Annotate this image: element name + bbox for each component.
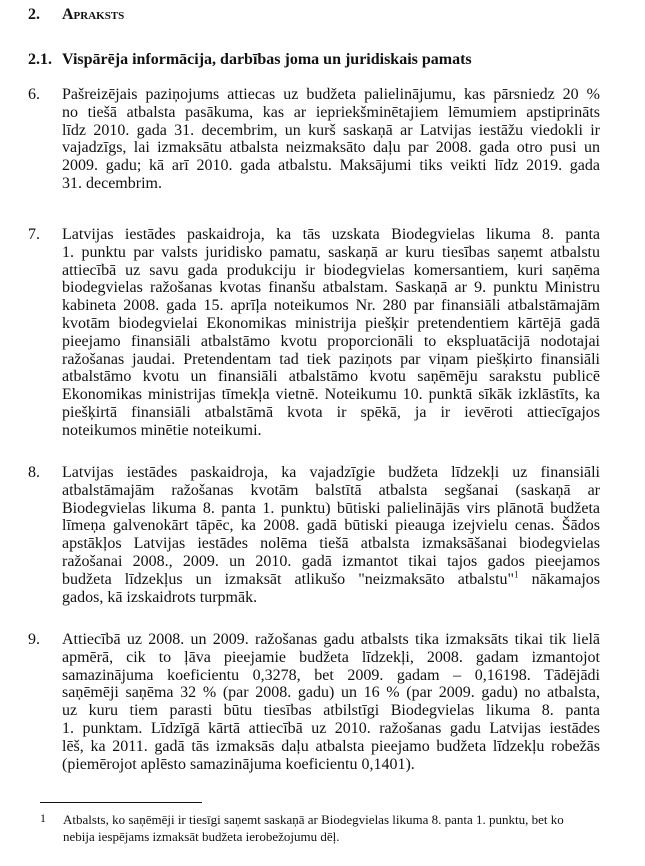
paragraph-line: piešķirtā finansiāli atbalstāmā kvota ir spēkā, ja ir ievēroti attiecīgajos <box>62 403 600 421</box>
paragraph-line: samazinājuma koeficientu 0,3278, bet 2009. gadam – 0,16198. Tādējādi <box>62 666 600 684</box>
paragraph-line: budžeta līdzekļus un izmaksāt atlikušo "neizmaksāto atbalstu"$^1$ nākamajos <box>62 569 601 588</box>
paragraph-line: kabineta 2008. gada 15. aprīļa noteikumos Nr. 280 par finansiāli atbalstāmajām <box>62 297 600 315</box>
paragraph-line: Attiecībā uz 2008. un 2009. ražošanas gadu atbalsts tika izmaksāts tikai tik lielā <box>62 631 600 648</box>
section-title: Apraksts <box>62 6 125 23</box>
paragraph-line: Pašreizējais paziņojums attiecas uz budžeta palielinājumu, kas pārsniedz 20 % <box>62 86 600 103</box>
paragraph-line: saņēmēji saņēma 32 % (par 2008. gadu) un 16 % (par 2009. gadu) no atbalsta, <box>62 684 600 702</box>
paragraph-line: līmeņa galvenokārt tāpēc, ka 2008. gadā būtiski pieauga izejvielu cenas. Šādos <box>62 517 600 535</box>
paragraph-line: apmērā, cik to ļāva pieejamie budžeta līdzekļi, 2008. gadam izmantojot <box>62 648 600 666</box>
paragraph-line: pieejamo finansiāli atbalstāmo kvotu proporcionāli to ekspluatācijā nodotajai <box>62 332 600 350</box>
paragraph-line: līdz 2010. gada 31. decembrim, un kurš saskaņā ar Latvijas iestāžu viedokli ir <box>62 121 600 139</box>
subsection-number: 2.1. <box>28 51 52 68</box>
paragraph-line: ražošanas jaudai. Pretendentam tad tiek paziņots par viņam piešķirto finansiāli <box>62 350 600 368</box>
paragraph-line: Latvijas iestādes paskaidroja, ka tās uzskata Biodegvielas likuma 8. panta <box>62 226 600 243</box>
paragraph-line: no tiešā atbalsta pasākuma, kas ar iepriekšminētajiem lēmumiem apstiprināts <box>62 103 600 121</box>
paragraph-line: gados, kā izskaidrots turpmāk. <box>62 588 258 606</box>
paragraph-number: 8. <box>28 464 40 481</box>
footnote-text <box>63 811 603 845</box>
footnote-line: nebija iespējams izmaksāt budžeta ierobežojumu dēļ. <box>63 829 340 844</box>
paragraph-line: 1. punktu par valsts juridisko pamatu, saskaņā ar kuru tiesības saņemt atbalstu <box>62 243 600 261</box>
paragraph-line: kvotām biodegvielai Ekonomikas ministrija piešķir pretendentiem kārtējā gadā <box>62 314 600 332</box>
footnote-ref: 1 <box>514 569 519 580</box>
paragraph-line: attiecībā uz savu gada produkciju ir biodegvielas komersantiem, kuri saņēma <box>62 261 600 279</box>
paragraph-number: 9. <box>28 631 40 648</box>
paragraph-line: (piemērojot aplēsto samazinājuma koeficientu 0,1401). <box>62 755 415 773</box>
paragraph-number: 7. <box>28 226 40 243</box>
footnote-separator <box>40 802 202 803</box>
paragraph-line: Latvijas iestādes paskaidroja, ka vajadzīgie budžeta līdzekļi uz finansiāli <box>62 464 600 481</box>
footnote-line: Atbalsts, ko saņēmēji ir tiesīgi saņemt saskaņā ar Biodegvielas likuma 8. panta 1. punktu, bet ko <box>63 812 564 827</box>
subsection-title: Vispārēja informācija, darbības joma un juridiskais pamats <box>62 51 472 68</box>
paragraph-line: atbalstāmajām ražošanas kvotām balstītā atbalsta segšanai (saskaņā ar <box>62 481 600 499</box>
paragraph-line: biodegvielas ražošanas kvotas finanšu atbalstam. Saskaņā ar 9. punktu Ministru <box>62 279 600 297</box>
paragraph-line: uz kuru tiem parasti būtu tiesības atbilstīgi Biodegvielas likuma 8. panta <box>62 702 600 720</box>
paragraph-line: 2009. gadu; kā arī 2010. gada atbalstu. Maksājumi tiks veikti līdz 2019. gada <box>62 157 600 175</box>
paragraph-number: 6. <box>28 86 40 103</box>
paragraph-line: noteikumos minētie noteikumi. <box>62 421 262 439</box>
paragraph-line: 1. punktam. Līdzīgā kārtā attiecībā uz 2010. ražošanas gadu Latvijas iestādes <box>62 719 600 737</box>
paragraph-line: Ekonomikas ministrijas tīmekļa vietnē. Noteikumu 10. punktā sīkāk izklāstīts, ka <box>62 386 600 404</box>
paragraph-line: 31. decembrim. <box>62 174 162 192</box>
paragraph-line: lēš, ka 2011. gadā tās izmaksās daļu atbalsta pieejamo budžeta līdzekļu robežās <box>62 737 600 755</box>
paragraph-line: atbalstāmo kvotu un finansiāli atbalstāmo kvotu saņēmēju sarakstu publicē <box>62 368 600 386</box>
section-number: 2. <box>28 6 40 23</box>
paragraph-line: apstākļos Latvijas iestādes nolēma tiešā atbalsta izmaksāšanai biodegvielas <box>62 535 600 553</box>
paragraph-line: Biodegvielas likuma 8. panta 1. punktu) būtiski palielinājās virs plānotā budžeta <box>62 499 600 517</box>
paragraph-line: vajadzīgs, lai izmaksātu atbalsta neizmaksāto daļu par 2008. gada otro pusi un <box>62 139 600 157</box>
paragraph-line: ražošanai 2008., 2009. un 2010. gadā izmantot tikai tajos gados pieejamos <box>62 552 600 570</box>
footnote-number: 1 <box>40 811 46 825</box>
